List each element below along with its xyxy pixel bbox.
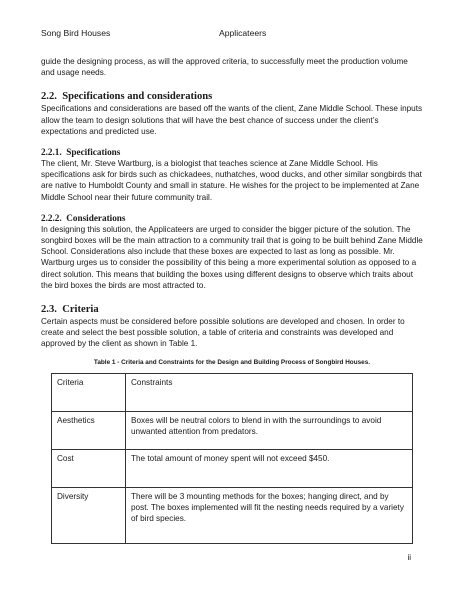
table-row — [52, 487, 413, 543]
section-body-2-2-1: The client, Mr. Steve Wartburg, is a biologist that teaches science at Zane Middle School. His specifications ask for birds such as chickadees, nuthatches, wood ducks, and other similar songbirds that are native to Humboldt County and small in stature. He wishes for the project to be implemented at Zane Middle School near their future community trail. — [41, 159, 422, 202]
section-body-2-2-2: In designing this solution, the Applicateers are urged to consider the bigger picture of the solution. The songbird boxes will be the main attraction to a community trail that is going to be built behind Zane Middle School. Considerations also include that these boxes are expected to last as long as possible. Mr. Wartburg urges us to consider the possibility of this being a more experimental solution as opposed to a direct solution. This means that building the boxes using different designs to observe which traits about the bird boxes the birds are most attracted to. — [41, 224, 423, 290]
table-cell-criteria: Cost — [52, 449, 126, 487]
criteria-table — [51, 373, 413, 544]
table-row — [52, 411, 413, 449]
table-cell-criteria: Aesthetics — [52, 411, 126, 449]
table-cell-criteria: Diversity — [52, 487, 126, 543]
table-header-row — [52, 373, 413, 411]
header-team-name: Applicateers — [219, 28, 267, 38]
section-body-2-3: Certain aspects must be considered before possible solutions are developed and chosen. In order to create and select the best possible solution, a table of criteria and constraints was developed and approved by the client as shown in Table 1. — [41, 317, 405, 349]
section-heading-2-2: 2.2. Specifications and considerations — [41, 91, 213, 103]
table-header-constraints: Constraints — [126, 373, 413, 411]
section-heading-2-2-2: 2.2.2. Considerations — [41, 212, 126, 223]
section-body-2-2: Specifications and considerations are based off the wants of the client, Zane Middle School. These inputs allow the team to design solutions that will have the best chance of success under the client’s expectations and predicted use. — [41, 104, 423, 136]
section-heading-2-3: 2.3. Criteria — [41, 304, 99, 316]
table-caption: Table 1 - Criteria and Constraints for the Design and Building Process of Songbird Houses. — [93, 358, 371, 366]
table-row — [52, 449, 413, 487]
page-number: ii — [407, 553, 411, 562]
table-cell-constraints: There will be 3 mounting methods for the boxes; hanging direct, and by post. The boxes implemented will fit the nesting needs required by a variety of bird species. — [126, 487, 413, 543]
table-cell-constraints: The total amount of money spent will not exceed $450. — [126, 449, 413, 487]
page-header — [41, 28, 422, 40]
section-heading-2-2-1: 2.2.1. Specifications — [41, 147, 121, 158]
table-header-criteria: Criteria — [52, 373, 126, 411]
intro-paragraph: guide the designing process, as will the approved criteria, to successfully meet the production volume and usage needs. — [41, 57, 408, 78]
table-cell-constraints: Boxes will be neutral colors to blend in with the surroundings to avoid unwanted attention from predators. — [126, 411, 413, 449]
document-body — [41, 56, 423, 544]
header-title: Song Bird Houses — [41, 28, 111, 38]
